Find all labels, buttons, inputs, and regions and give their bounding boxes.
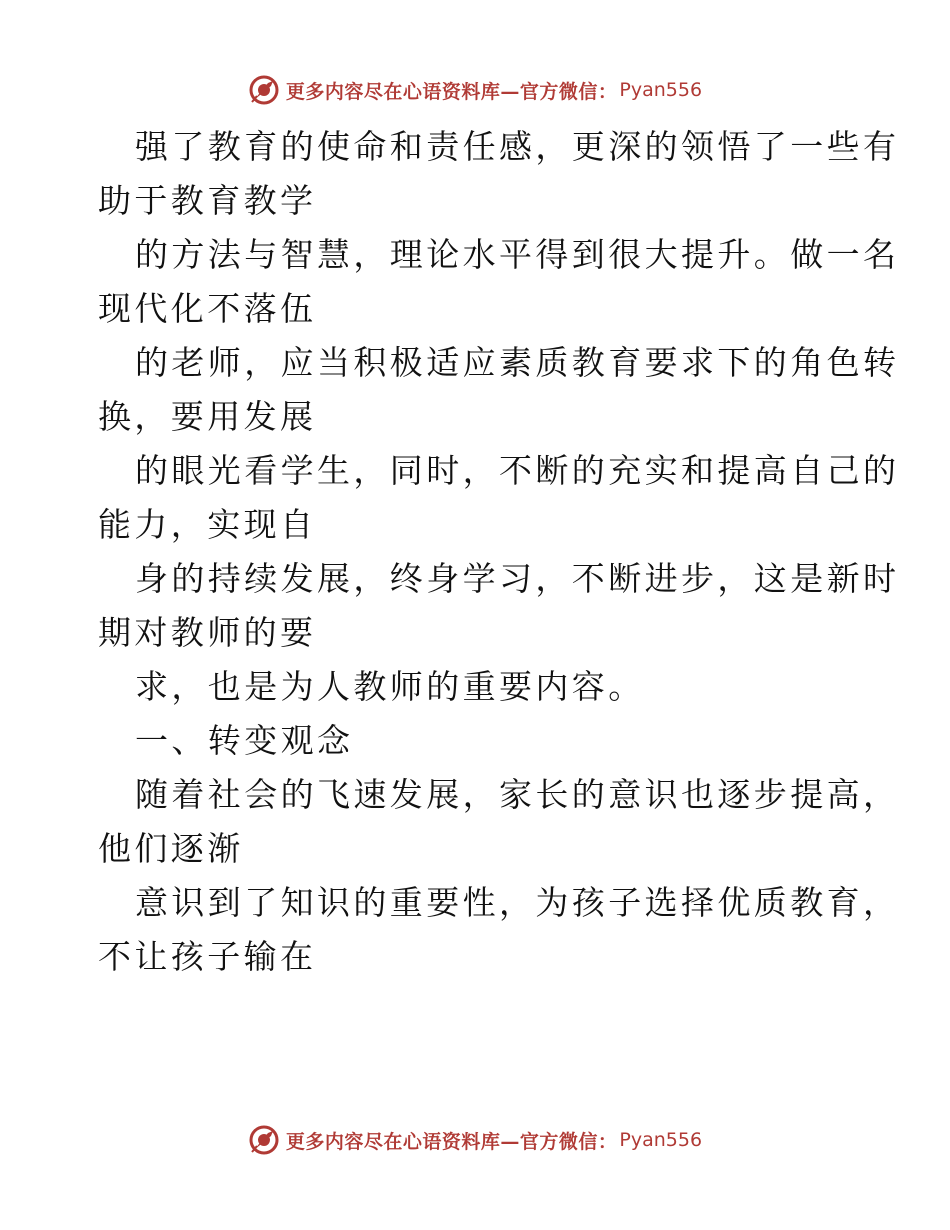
footer-wechat-id: Pyan556 [619, 1129, 703, 1151]
text-line: 他们逐渐 [98, 829, 244, 868]
text-line: 现代化不落伍 [98, 289, 317, 328]
quill-seal-icon [248, 74, 280, 106]
text-line: 的眼光看学生，同时，不断的充实和提高自己的 [135, 451, 900, 490]
text-line: 换，要用发展 [98, 397, 317, 436]
text-line: 的老师，应当积极适应素质教育要求下的角色转 [135, 343, 900, 382]
header-wechat-id: Pyan556 [619, 79, 703, 101]
text-line: 能力，实现自 [98, 505, 317, 544]
text-line: 期对教师的要 [98, 613, 317, 652]
text-line: 意识到了知识的重要性，为孩子选择优质教育， [135, 883, 900, 922]
text-line: 助于教育教学 [98, 181, 317, 220]
footer-banner-text: 更多内容尽在心语资料库—官方微信： [285, 1130, 618, 1153]
text-line: 的方法与智慧，理论水平得到很大提升。做一名 [135, 235, 900, 274]
text-line: 强了教育的使命和责任感，更深的领悟了一些有 [135, 127, 900, 166]
text-line: 求，也是为人教师的重要内容。 [135, 667, 645, 706]
text-line: 不让孩子输在 [98, 937, 317, 976]
header-banner-text: 更多内容尽在心语资料库—官方微信： [285, 80, 618, 103]
quill-seal-icon [248, 1124, 280, 1156]
footer-banner [0, 1120, 950, 1160]
section-heading: 一、转变观念 [135, 721, 354, 760]
document-body [98, 120, 900, 984]
text-line: 随着社会的飞速发展，家长的意识也逐步提高， [135, 775, 900, 814]
text-line: 身的持续发展，终身学习，不断进步，这是新时 [135, 559, 900, 598]
header-banner [0, 70, 950, 110]
